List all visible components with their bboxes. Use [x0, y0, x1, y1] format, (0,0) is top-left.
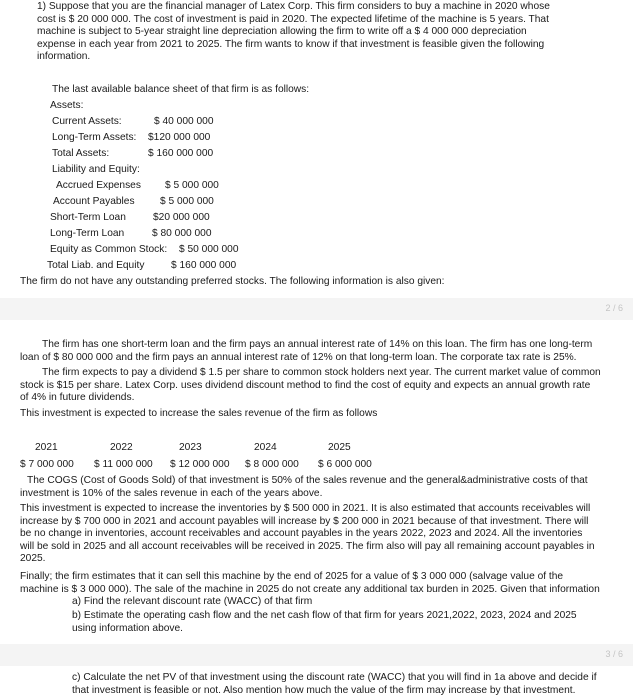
liability-value: $ 80 000 000: [152, 228, 212, 239]
sales-value: $ 12 000 000: [170, 459, 230, 470]
liability-label: Total Liab. and Equity: [47, 260, 145, 271]
loans-line-1: The firm has one short-term loan and the firm pays an annual interest rate of 14% on this loan. The firm has one long-term: [42, 339, 593, 350]
wc-line-3: be no change in inventories, account receivables and account payables in the years 2022, 2023 and 2024. All the inventories: [20, 528, 583, 539]
intro-line-4: expense in each year from 2021 to 2025. The firm wants to know if that investment is feasible given the following: [37, 38, 545, 50]
question-b-line-1: b) Estimate the operating cash flow and the net cash flow of that firm for years 2021,2022, 2023, 2024 and 2025: [72, 610, 577, 621]
sales-value: $ 7 000 000: [20, 459, 74, 470]
assets-heading: Assets:: [50, 100, 84, 111]
sales-intro: This investment is expected to increase the sales revenue of the firm as follows: [20, 408, 378, 419]
sales-year: 2025: [328, 442, 351, 453]
sales-year: 2023: [179, 442, 202, 453]
dividend-line-2: stock is $15 per share. Latex Corp. uses dividend discount method to find the cost of equity and expects an annual growth rate: [20, 379, 591, 391]
liability-label: Short-Term Loan: [50, 212, 126, 223]
page-3: [0, 666, 633, 700]
cogs-line-1: The COGS (Cost of Goods Sold) of that investment is 50% of the sales revenue and the general&administrative costs of that: [27, 475, 588, 486]
liability-label: Long-Term Loan: [50, 228, 125, 239]
dividend-line-1: The firm expects to pay a dividend $ 1.5 per share to common stock holders next year. The current market value of common: [42, 367, 601, 378]
sales-year: 2022: [110, 442, 133, 453]
wc-line-1: This investment is expected to increase the inventories by $ 500 000 in 2021. It is also estimated that accounts receivables will: [20, 503, 591, 514]
liability-value: $ 50 000 000: [179, 244, 239, 255]
liability-value: $ 5 000 000: [165, 180, 219, 191]
asset-label: Long-Term Assets:: [52, 132, 137, 143]
liability-value: $ 160 000 000: [171, 260, 237, 271]
liability-value: $20 000 000: [153, 212, 210, 223]
intro-line-3: machine is subject to 5-year straight line depreciation allowing the firm to write off a $ 4 000 000 depreciation: [37, 26, 527, 37]
question-c-line-2: that investment is feasible or not. Also mention how much the value of the firm may increase by that investment.: [72, 684, 576, 696]
sales-year: 2024: [254, 442, 277, 453]
balance-sheet-intro: The last available balance sheet of that firm is as follows:: [52, 84, 310, 95]
sales-value: $ 8 000 000: [245, 459, 299, 470]
page-separator: [0, 298, 633, 320]
page-number: 3 / 6: [605, 649, 623, 659]
page-number: 2 / 6: [605, 303, 623, 313]
sales-value: $ 11 000 000: [94, 459, 153, 470]
question-a: a) Find the relevant discount rate (WACC) of that firm: [72, 596, 313, 607]
liability-label: Equity as Common Stock:: [50, 244, 168, 255]
closing-line: The firm do not have any outstanding preferred stocks. The following information is also given:: [20, 276, 445, 287]
asset-value: $ 160 000 000: [148, 148, 214, 159]
cogs-line-2: investment is 10% of the sales revenue in each of the years above.: [20, 487, 323, 499]
sales-year: 2021: [35, 442, 58, 453]
liability-label: Account Payables: [53, 196, 135, 207]
asset-value: $ 40 000 000: [154, 116, 214, 127]
wc-line-5: 2025.: [20, 553, 46, 564]
question-c-line-1: c) Calculate the net PV of that investment using the discount rate (WACC) that you will find in 1a above and decide if: [72, 672, 597, 683]
dividend-line-3: of 4% in future dividends.: [20, 392, 135, 403]
asset-value: $120 000 000: [148, 132, 211, 143]
liabilities-heading: Liability and Equity:: [52, 164, 140, 175]
final-line-2: machine is $ 3 000 000). The sale of the machine in 2025 do not create any additional tax burden in 2025. Given that information: [20, 583, 600, 595]
final-line-1: Finally; the firm estimates that it can sell this machine by the end of 2025 for a value of $ 3 000 000 (salvage value of the: [20, 571, 564, 582]
wc-line-4: will be sold in 2025 and all account receivables will be received in 2025. The firm also will pay all remaining account payables in: [20, 540, 595, 552]
page-1: [0, 0, 633, 298]
question-b-line-2: using information above.: [72, 622, 183, 634]
asset-label: Current Assets:: [52, 116, 122, 127]
intro-line-1: 1) Suppose that you are the financial manager of Latex Corp. This firm considers to buy a machine in 2020 whose: [37, 1, 550, 12]
liability-value: $ 5 000 000: [160, 196, 214, 207]
intro-line-5: information.: [37, 51, 91, 62]
loans-line-2: loan of $ 80 000 000 and the firm pays an annual interest rate of 12% on that long-term loan. The corporate tax rate is 25%.: [20, 351, 577, 363]
intro-line-2: cost is $ 20 000 000. The cost of investment is paid in 2020. The expected lifetime of the machine is 5 years. That: [37, 13, 549, 25]
sales-value: $ 6 000 000: [318, 459, 372, 470]
page-2: [0, 320, 633, 644]
liability-label: Accrued Expenses: [56, 180, 141, 191]
asset-label: Total Assets:: [52, 148, 110, 159]
wc-line-2: increase by $ 700 000 in 2021 and account payables will increase by $ 200 000 in 2021 because of that investment. There will: [20, 515, 589, 527]
page-separator: [0, 644, 633, 666]
